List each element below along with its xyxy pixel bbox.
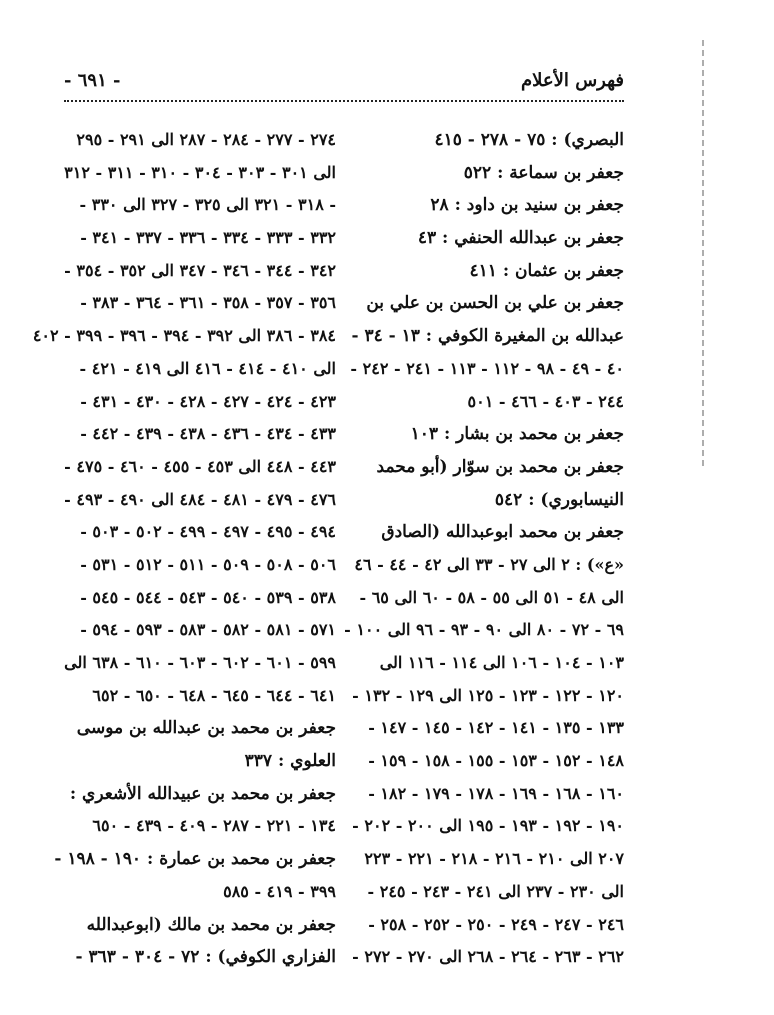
index-line: ١٣٣ - ١٣٥ - ١٤١ - ١٤٢ - ١٤٥ - ١٤٧ - bbox=[368, 718, 624, 738]
page-header bbox=[64, 70, 624, 102]
index-line: ١٦٠ - ١٦٨ - ١٦٩ - ١٧٨ - ١٧٩ - ١٨٢ - bbox=[368, 783, 624, 803]
index-line: ١٩٠ - ١٩٢ - ١٩٣ - ١٩٥ الى ٢٠٠ - ٢٠٢ - bbox=[352, 816, 624, 836]
index-line: البصري) : ٧٥ - ٢٧٨ - ٤١٥ bbox=[434, 130, 624, 150]
index-line: الى ٤٨ - ٥١ الى ٥٥ - ٥٨ - ٦٠ الى ٦٥ - bbox=[359, 587, 624, 607]
index-line: ٣٨٤ - ٣٨٦ الى ٣٩٢ - ٣٩٤ - ٣٩٦ - ٣٩٩ - ٤٠٢ bbox=[32, 326, 336, 346]
index-line: ١٤٨ - ١٥٢ - ١٥٣ - ١٥٥ - ١٥٨ - ١٥٩ - bbox=[368, 751, 624, 771]
page-title: فهرس الأعلام bbox=[521, 70, 624, 91]
index-line: جعفر بن محمد بن عمارة : ١٩٠ - ١٩٨ - bbox=[54, 849, 336, 870]
index-line: ١٣٤ - ٢٢١ - ٢٨٧ - ٤٠٩ - ٤٣٩ - ٦٥٠ bbox=[92, 816, 336, 836]
index-line: جعفر بن محمد بن سوّار (أبو محمد bbox=[376, 456, 624, 477]
index-line: ٢٦٢ - ٢٦٣ - ٢٦٤ - ٢٦٨ الى ٢٧٠ - ٢٧٢ - bbox=[352, 947, 624, 967]
index-line: جعفر بن عبدالله الحنفي : ٤٣ bbox=[417, 228, 624, 249]
index-line: ٥٠٦ - ٥٠٨ - ٥٠٩ - ٥١١ - ٥١٢ - ٥٣١ - bbox=[80, 554, 336, 574]
index-line: ٣٣٢ - ٣٣٣ - ٣٣٤ - ٣٣٦ - ٣٣٧ - ٣٤١ - bbox=[80, 228, 336, 248]
index-line: جعفر بن سنيد بن داود : ٢٨ bbox=[430, 195, 624, 216]
index-line: ٥٣٨ - ٥٣٩ - ٥٤٠ - ٥٤٣ - ٥٤٤ - ٥٤٥ - bbox=[80, 587, 336, 607]
index-line: ٤٣٣ - ٤٣٤ - ٤٣٦ - ٤٣٨ - ٤٣٩ - ٤٤٢ - bbox=[80, 424, 336, 444]
index-line: ١٢٠ - ١٢٢ - ١٢٣ - ١٢٥ الى ١٢٩ - ١٣٢ - bbox=[352, 685, 624, 705]
index-line: ٣٤٢ - ٣٤٤ - ٣٤٦ - ٣٤٧ الى ٣٥٢ - ٣٥٤ - bbox=[64, 260, 336, 280]
index-line: ٢٤٤ - ٤٠٣ - ٤٦٦ - ٥٠١ bbox=[467, 391, 624, 411]
index-line: ٦٤١ - ٦٤٤ - ٦٤٥ - ٦٤٨ - ٦٥٠ - ٦٥٢ bbox=[92, 685, 336, 705]
index-line: الى ٣٠١ - ٣٠٣ - ٣٠٤ - ٣١٠ - ٣١١ - ٣١٢ bbox=[64, 162, 336, 182]
index-line: جعفر بن سماعة : ٥٢٢ bbox=[463, 162, 624, 183]
index-line: ٥٩٩ - ٦٠١ - ٦٠٢ - ٦٠٣ - ٦١٠ - ٦٣٨ الى bbox=[64, 653, 336, 672]
header-dotted-rule bbox=[64, 100, 624, 102]
index-line: النيسابوري) : ٥٤٢ bbox=[494, 489, 624, 510]
scan-margin-line bbox=[702, 40, 704, 470]
index-line: جعفر بن محمد بن عبيدالله الأشعري : bbox=[69, 783, 336, 804]
index-column-right bbox=[344, 124, 624, 974]
index-line: الى ٤١٠ - ٤١٤ - ٤١٦ الى ٤١٩ - ٤٢١ - bbox=[79, 358, 336, 378]
index-line: عبدالله بن المغيرة الكوفي : ١٣ - ٣٤ - bbox=[351, 326, 624, 347]
index-line: - ٣١٨ - ٣٢١ الى ٣٢٥ - ٣٢٧ الى ٣٣٠ - bbox=[79, 195, 336, 215]
index-line: ١٠٣ - ١٠٤ - ١٠٦ الى ١١٤ - ١١٦ الى bbox=[379, 653, 624, 672]
index-line: ٢٤٦ - ٢٤٧ - ٢٤٩ - ٢٥٠ - ٢٥٢ - ٢٥٨ - bbox=[368, 914, 624, 934]
index-line: ٤٠ - ٤٩ - ٩٨ - ١١٢ - ١١٣ - ٢٤١ - ٢٤٢ - bbox=[350, 358, 624, 378]
index-line: جعفر بن محمد ابوعبدالله (الصادق bbox=[381, 522, 624, 543]
index-line: ٣٩٩ - ٤١٩ - ٥٨٥ bbox=[223, 881, 336, 901]
index-line: جعفر بن عثمان : ٤١١ bbox=[469, 260, 624, 281]
index-line: جعفر بن علي بن الحسن بن علي بن bbox=[366, 293, 624, 314]
page-number: - ٦٩١ - bbox=[64, 70, 121, 91]
index-line: ٤٧٦ - ٤٧٩ - ٤٨١ - ٤٨٤ الى ٤٩٠ - ٤٩٣ - bbox=[64, 489, 336, 509]
index-column-left bbox=[32, 124, 336, 974]
index-line: ٦٩ - ٧٢ - ٨٠ الى ٩٠ - ٩٣ - ٩٦ الى ١٠٠ - bbox=[344, 620, 624, 640]
index-line: ٤٢٣ - ٤٢٤ - ٤٢٧ - ٤٢٨ - ٤٣٠ - ٤٣١ - bbox=[80, 391, 336, 411]
index-line: ٣٥٦ - ٣٥٧ - ٣٥٨ - ٣٦١ - ٣٦٤ - ٣٨٣ - bbox=[80, 293, 336, 313]
index-line: العلوي : ٣٣٧ bbox=[244, 751, 336, 772]
index-line: ٢٠٧ الى ٢١٠ - ٢١٦ - ٢١٨ - ٢٢١ - ٢٢٣ bbox=[364, 849, 624, 869]
index-line: ٢٧٤ - ٢٧٧ - ٢٨٤ - ٢٨٧ الى ٢٩١ - ٢٩٥ bbox=[76, 130, 336, 149]
index-line: «ع») : ٢ الى ٢٧ - ٣٣ الى ٤٢ - ٤٤ - ٤٦ bbox=[354, 554, 624, 574]
index-line: ٤٤٣ - ٤٤٨ الى ٤٥٣ - ٤٥٥ - ٤٦٠ - ٤٧٥ - bbox=[64, 456, 336, 476]
index-line: جعفر بن محمد بن عبدالله بن موسى bbox=[76, 718, 336, 739]
index-line: ٤٩٤ - ٤٩٥ - ٤٩٧ - ٤٩٩ - ٥٠٢ - ٥٠٣ - bbox=[80, 522, 336, 542]
index-line: جعفر بن محمد بن بشار : ١٠٣ bbox=[410, 424, 624, 445]
index-line: ٥٧١ - ٥٨١ - ٥٨٢ - ٥٨٣ - ٥٩٣ - ٥٩٤ - bbox=[80, 620, 336, 640]
index-line: جعفر بن محمد بن مالك (ابوعبدالله bbox=[86, 914, 336, 935]
index-line: الفزاري الكوفي) : ٧٢ - ٣٠٤ - ٣٦٣ - bbox=[75, 947, 336, 968]
index-line: الى ٢٣٠ - ٢٣٧ الى ٢٤١ - ٢٤٣ - ٢٤٥ - bbox=[367, 881, 624, 901]
